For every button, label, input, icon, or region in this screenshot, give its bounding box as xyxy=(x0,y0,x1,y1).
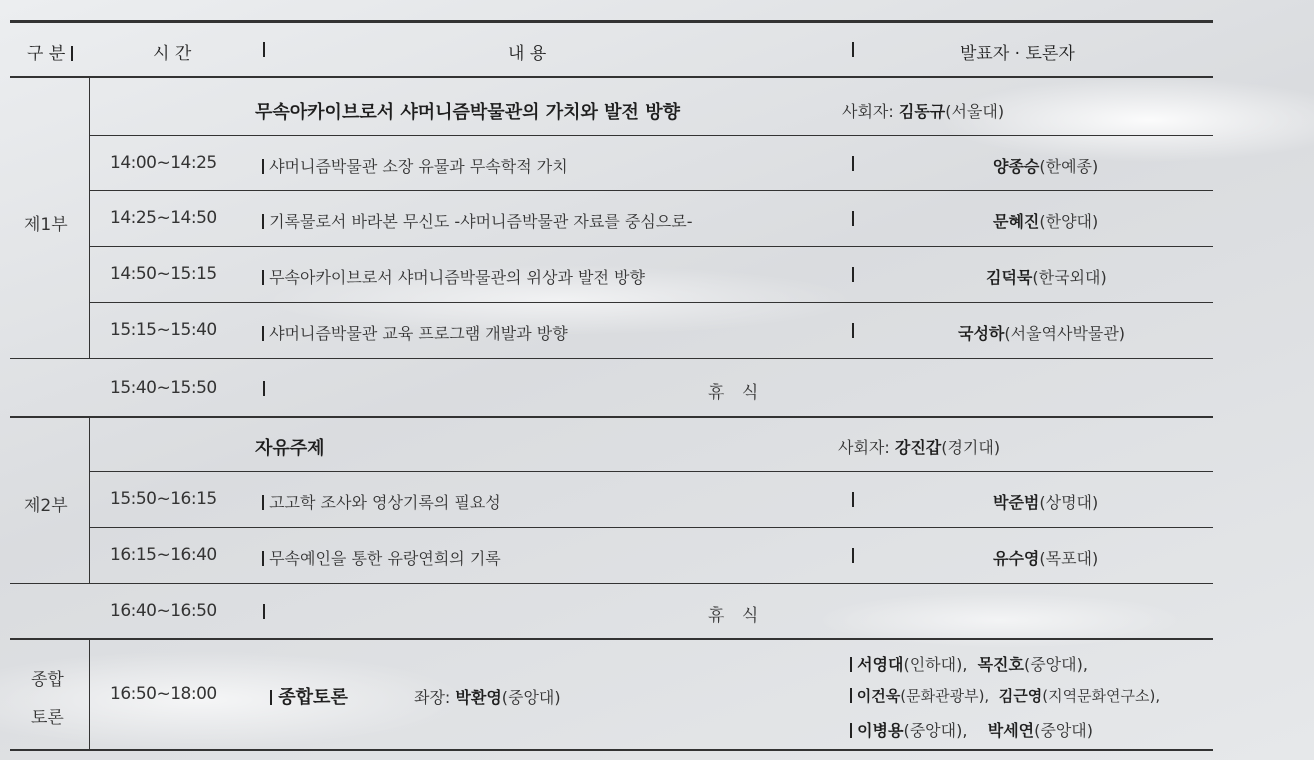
part3-label-line2: 토론 xyxy=(31,708,64,728)
header-time: 시 간 xyxy=(153,44,192,64)
separator-bar xyxy=(852,211,854,226)
part2-column-divider xyxy=(89,418,90,583)
separator-bar xyxy=(852,42,854,57)
break-label: 휴 식 xyxy=(708,383,765,403)
row-divider xyxy=(89,471,1213,472)
session-topic: 샤머니즘박물관 소장 유물과 무속학적 가치 xyxy=(262,154,568,177)
row-divider xyxy=(89,135,1213,136)
session-topic: 고고학 조사와 영상기록의 필요성 xyxy=(262,490,501,513)
session-presenter: 양종승(한예종) xyxy=(993,157,1099,176)
part2-bottom-rule xyxy=(10,583,1213,584)
session-presenter: 유수영(목포대) xyxy=(993,549,1099,568)
session-topic: 기록물로서 바라본 무신도 -샤머니즘박물관 자료를 중심으로- xyxy=(262,209,692,232)
separator-bar xyxy=(71,46,73,61)
separator-bar xyxy=(263,42,265,57)
session-presenter: 김덕묵(한국외대) xyxy=(986,268,1107,287)
discussion-title: 종합토론 xyxy=(270,683,348,709)
session-time: 14:00~14:25 xyxy=(110,153,217,173)
session-topic: 무속아카이브로서 샤머니즘박물관의 위상과 발전 방향 xyxy=(262,265,645,288)
separator-bar xyxy=(262,214,264,229)
table-bottom-rule xyxy=(10,749,1213,751)
part1-label: 제1부 xyxy=(24,215,68,235)
row-divider xyxy=(89,246,1213,247)
separator-bar xyxy=(270,690,272,705)
part2-title: 자유주제 xyxy=(255,438,325,459)
panel-line: 이건욱(문화관광부), 김근영(지역문화연구소), xyxy=(850,685,1160,706)
part1-title: 무속아카이브로서 샤머니즘박물관의 가치와 발전 방향 xyxy=(255,102,680,123)
row-divider xyxy=(89,190,1213,191)
part1-column-divider xyxy=(89,78,90,358)
separator-bar xyxy=(263,381,265,396)
session-time: 15:15~15:40 xyxy=(110,320,217,340)
separator-bar xyxy=(852,156,854,171)
break-time: 15:40~15:50 xyxy=(110,378,217,398)
session-presenter: 박준범(상명대) xyxy=(993,493,1099,512)
session-topic: 샤머니즘박물관 교육 프로그램 개발과 방향 xyxy=(262,321,568,344)
separator-bar xyxy=(850,723,852,738)
break-time: 16:40~16:50 xyxy=(110,601,217,621)
separator-bar xyxy=(262,270,264,285)
row-divider xyxy=(89,302,1213,303)
session-time: 14:25~14:50 xyxy=(110,208,217,228)
session-topic: 무속예인을 통한 유랑연희의 기록 xyxy=(262,546,501,569)
separator-bar xyxy=(262,495,264,510)
part3-label-line1: 종합 xyxy=(31,670,64,690)
session-presenter: 문혜진(한양대) xyxy=(993,212,1099,231)
separator-bar xyxy=(850,657,852,672)
break2-bottom-rule xyxy=(10,638,1213,640)
header-bottom-rule xyxy=(10,76,1213,78)
separator-bar xyxy=(262,551,264,566)
session-time: 16:15~16:40 xyxy=(110,545,217,565)
part3-column-divider xyxy=(89,640,90,749)
session-time: 14:50~15:15 xyxy=(110,264,217,284)
part2-label: 제2부 xyxy=(24,496,68,516)
break1-bottom-rule xyxy=(10,416,1213,418)
part2-moderator: 사회자: 강진갑(경기대) xyxy=(838,438,1001,457)
separator-bar xyxy=(852,323,854,338)
separator-bar xyxy=(263,604,265,619)
separator-bar xyxy=(262,159,264,174)
separator-bar xyxy=(852,267,854,282)
header-speakers: 발표자 · 토론자 xyxy=(960,44,1075,64)
table-top-rule xyxy=(10,20,1213,23)
session-presenter: 국성하(서울역사박물관) xyxy=(958,324,1126,343)
discussion-chair: 좌장: 박환영(중앙대) xyxy=(414,688,561,707)
part1-bottom-rule xyxy=(10,358,1213,359)
header-content: 내 용 xyxy=(508,44,547,64)
separator-bar xyxy=(852,548,854,563)
session-time: 15:50~16:15 xyxy=(110,489,217,509)
break-label: 휴 식 xyxy=(708,606,765,626)
panel-line: 이병용(중앙대), 박세연(중앙대) xyxy=(850,718,1093,741)
separator-bar xyxy=(852,492,854,507)
row-divider xyxy=(89,527,1213,528)
separator-bar xyxy=(850,688,852,703)
separator-bar xyxy=(262,326,264,341)
header-division: 구 분 xyxy=(27,39,73,64)
discussion-time: 16:50~18:00 xyxy=(110,684,217,704)
panel-line: 서영대(인하대), 목진호(중앙대), xyxy=(850,652,1088,675)
part1-moderator: 사회자: 김동규(서울대) xyxy=(842,102,1005,121)
